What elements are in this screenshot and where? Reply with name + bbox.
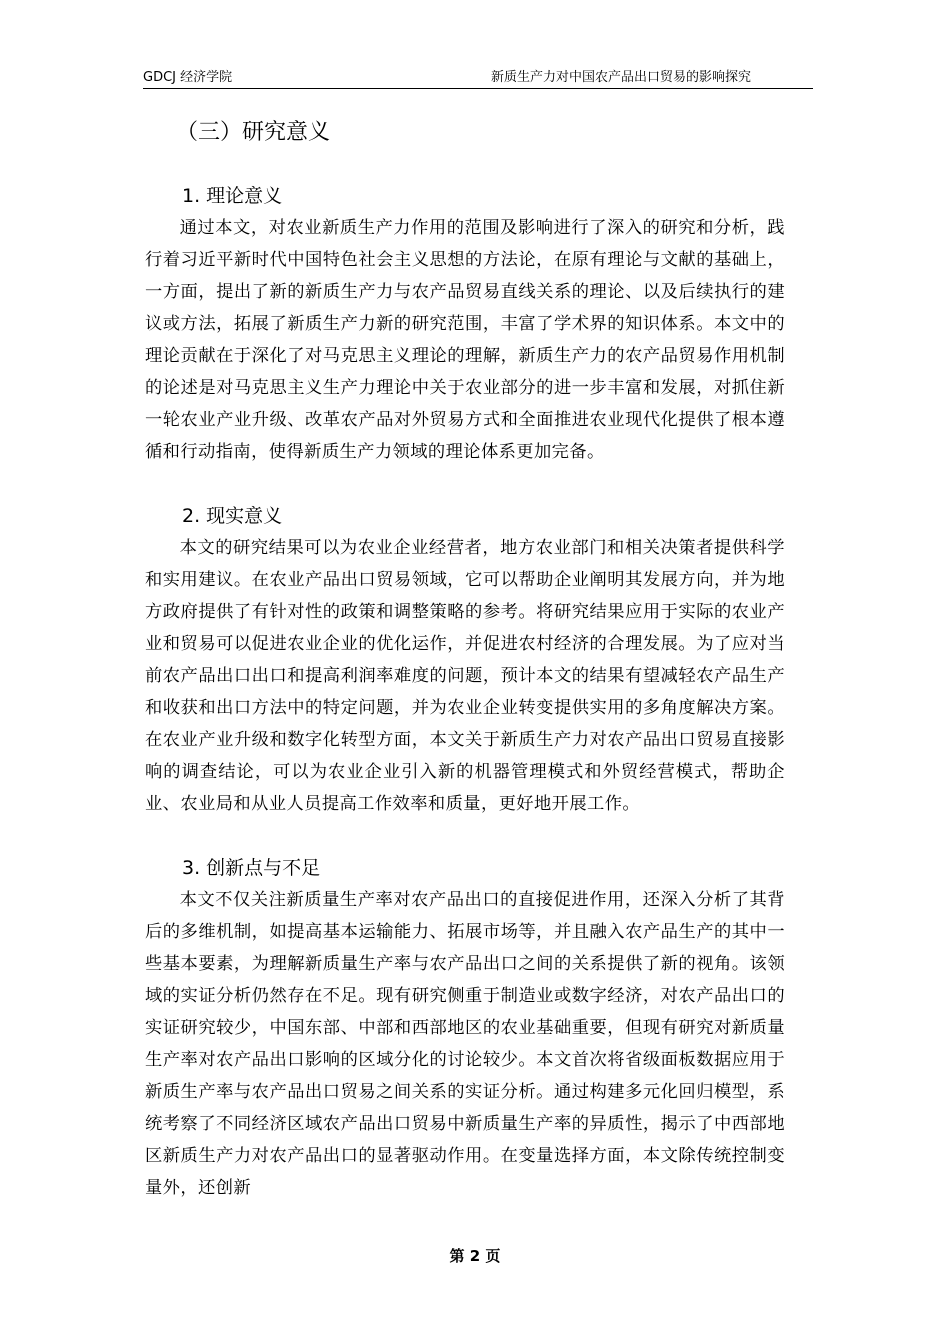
page-header — [143, 68, 813, 89]
subheading-theoretical-significance: 1. 理论意义 — [182, 185, 283, 207]
header-paper-title: 新质生产力对中国农产品出口贸易的影响探究 — [490, 70, 751, 85]
page-number: 第 2 页 — [449, 1247, 501, 1265]
header-institution: GDCJ 经济学院 — [143, 70, 233, 85]
section-heading: （三）研究意义 — [176, 120, 331, 145]
paragraph-theoretical-significance: 通过本文，对农业新质生产力作用的范围及影响进行了深入的研究和分析，践行着习近平新时代中国特色社会主义思想的方法论，在原有理论与文献的基础上，一方面，提出了新的新质生产力与农产品贸易直线关系的理论、以及后续执行的建议或方法，拓展了新质生产力新的研究范围，丰富了学术界的知识体系。本文中的理论贡献在于深化了对马克思主义理论的理解，新质生产力的农产品贸易作用机制的论述是对马克思主义生产力理论中关于农业部分的进一步丰富和发展，对抓住新一轮农业产业升级、改革农产品对外贸易方式和全面推进农业现代化提供了根本遵循和行动指南，使得新质生产力领域的理论体系更加完备。 — [145, 218, 785, 462]
paragraph-practical-significance: 本文的研究结果可以为农业企业经营者，地方农业部门和相关决策者提供科学和实用建议。在农业产品出口贸易领域，它可以帮助企业阐明其发展方向，并为地方政府提供了有针对性的政策和调整策略的参考。将研究结果应用于实际的农业产业和贸易可以促进农业企业的优化运作，并促进农村经济的合理发展。为了应对当前农产品出口出口和提高利润率难度的问题，预计本文的结果有望减轻农产品生产和收获和出口方法中的特定问题，并为农业企业转变提供实用的多角度解决方案。在农业产业升级和数字化转型方面，本文关于新质生产力对农产品出口贸易直接影响的调查结论，可以为农业企业引入新的机器管理模式和外贸经营模式，帮助企业、农业局和从业人员提高工作效率和质量，更好地开展工作。 — [145, 538, 785, 814]
paragraph-innovations-and-limitations: 本文不仅关注新质量生产率对农产品出口的直接促进作用，还深入分析了其背后的多维机制，如提高基本运输能力、拓展市场等，并且融入农产品生产的其中一些基本要素，为理解新质量生产率与农产品出口之间的关系提供了新的视角。该领域的实证分析仍然存在不足。现有研究侧重于制造业或数字经济，对农产品出口的实证研究较少，中国东部、中部和西部地区的农业基础重要，但现有研究对新质量生产率对农产品出口影响的区域分化的讨论较少。本文首次将省级面板数据应用于新质生产率与农产品出口贸易之间关系的实证分析。通过构建多元化回归模型，系统考察了不同经济区域农产品出口贸易中新质量生产率的异质性，揭示了中西部地区新质生产力对农产品出口的显著驱动作用。在变量选择方面，本文除传统控制变量外，还创新 — [145, 890, 785, 1198]
subheading-practical-significance: 2. 现实意义 — [182, 505, 283, 527]
subheading-innovations-and-limitations: 3. 创新点与不足 — [182, 857, 321, 879]
